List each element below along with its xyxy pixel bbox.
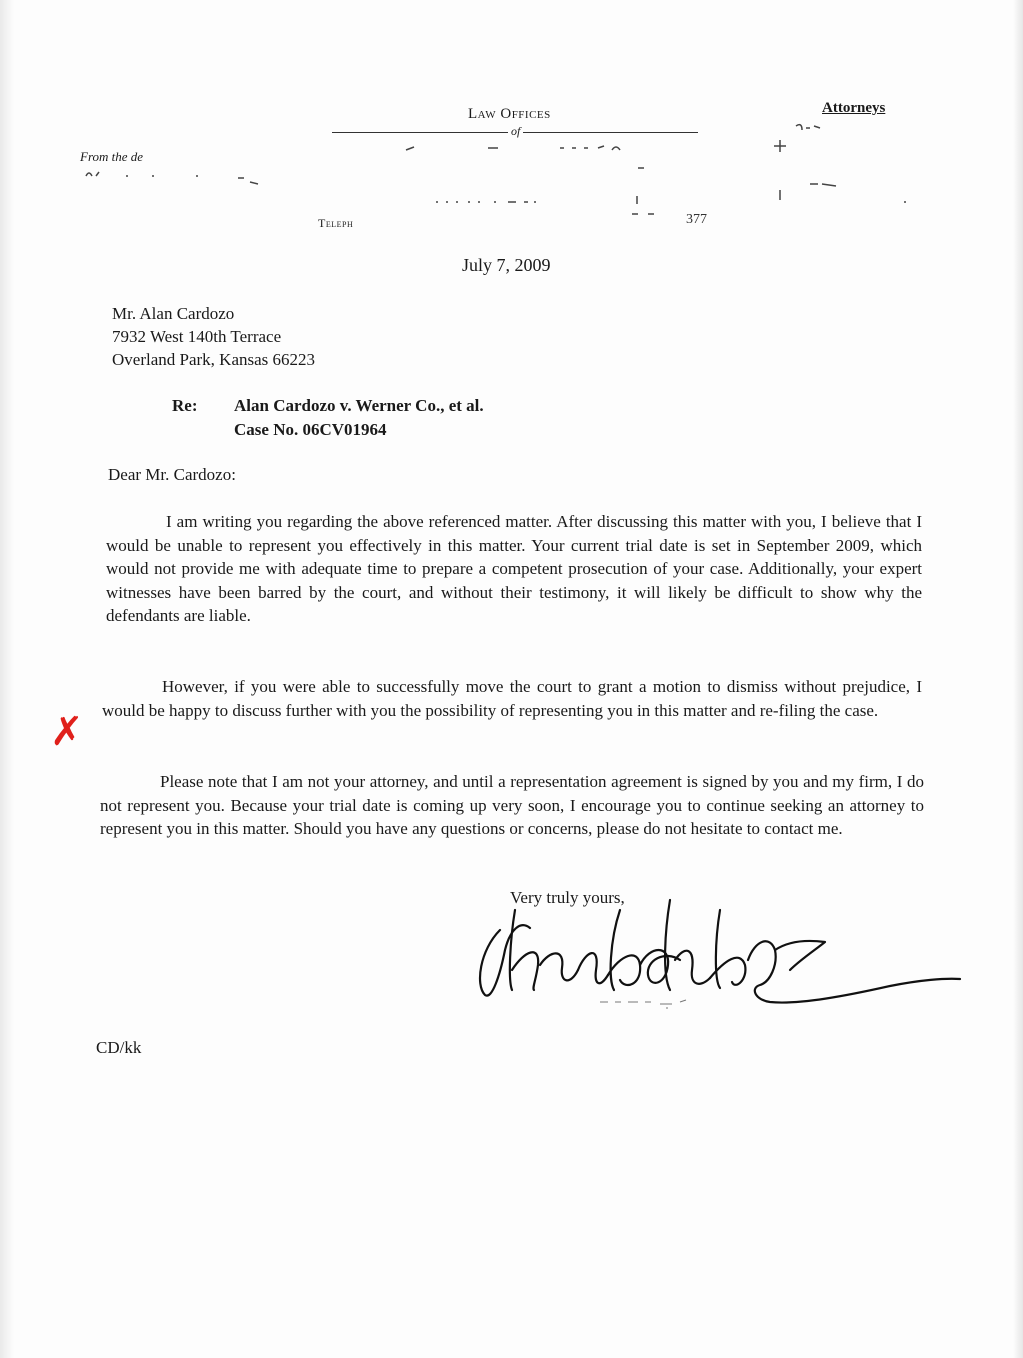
handwritten-signature: [470, 890, 970, 1020]
typist-initials: CD/kk: [96, 1038, 142, 1057]
re-case-number: Case No. 06CV01964: [234, 420, 387, 439]
body-paragraph-1: [106, 510, 922, 628]
body-paragraph-3-text: Please note that I am not your attorney, and until a representation agreement is signed by you and my firm, I do not represent you. Because your trial date is coming up very soon, I encourage you to continue seeking an attorney to represent you in this matter. Should you have any questions or concerns, please do not hesitate to contact me.: [100, 772, 924, 838]
salutation: Dear Mr. Cardozo:: [108, 465, 236, 484]
closing: Very truly yours,: [510, 888, 625, 907]
re-label: Re:: [172, 396, 198, 415]
letterhead-law-offices: Law Offices: [468, 106, 551, 122]
red-x-annotation-icon: ✗: [50, 709, 84, 755]
letterhead-redaction-remnants: [0, 0, 1023, 240]
body-paragraph-3: [100, 770, 924, 841]
body-paragraph-2-text: However, if you were able to successfully move the court to grant a motion to dismiss without prejudice, I would be happy to discuss further with you the possibility of representing you in this matter and re-filing the case.: [102, 677, 922, 720]
re-case-title: Alan Cardozo v. Werner Co., et al.: [234, 396, 484, 415]
letter-date: July 7, 2009: [462, 255, 551, 275]
recipient-name: Mr. Alan Cardozo: [112, 304, 235, 323]
letterhead-phone-fragment: 377: [686, 212, 707, 227]
letterhead-telephone: Teleph: [318, 216, 354, 230]
letterhead-attorneys: Attorneys: [822, 100, 886, 116]
letterhead-of: of: [508, 124, 523, 139]
recipient-city-state-zip: Overland Park, Kansas 66223: [112, 350, 316, 369]
letterhead-from-the-desk: From the de: [80, 149, 144, 164]
recipient-street: 7932 West 140th Terrace: [112, 327, 282, 346]
body-paragraph-1-text: I am writing you regarding the above referenced matter. After discussing this matter with you, I believe that I would be unable to represent you effectively in this matter. Your current trial date is set in September 2009, which would not provide me with adequate time to prepare a competent prosecution of your case. Additionally, your expert witnesses have been barred by the court, and without their testimony, it will likely be difficult to show why the defendants are liable.: [106, 512, 922, 625]
body-paragraph-2: [102, 675, 922, 722]
